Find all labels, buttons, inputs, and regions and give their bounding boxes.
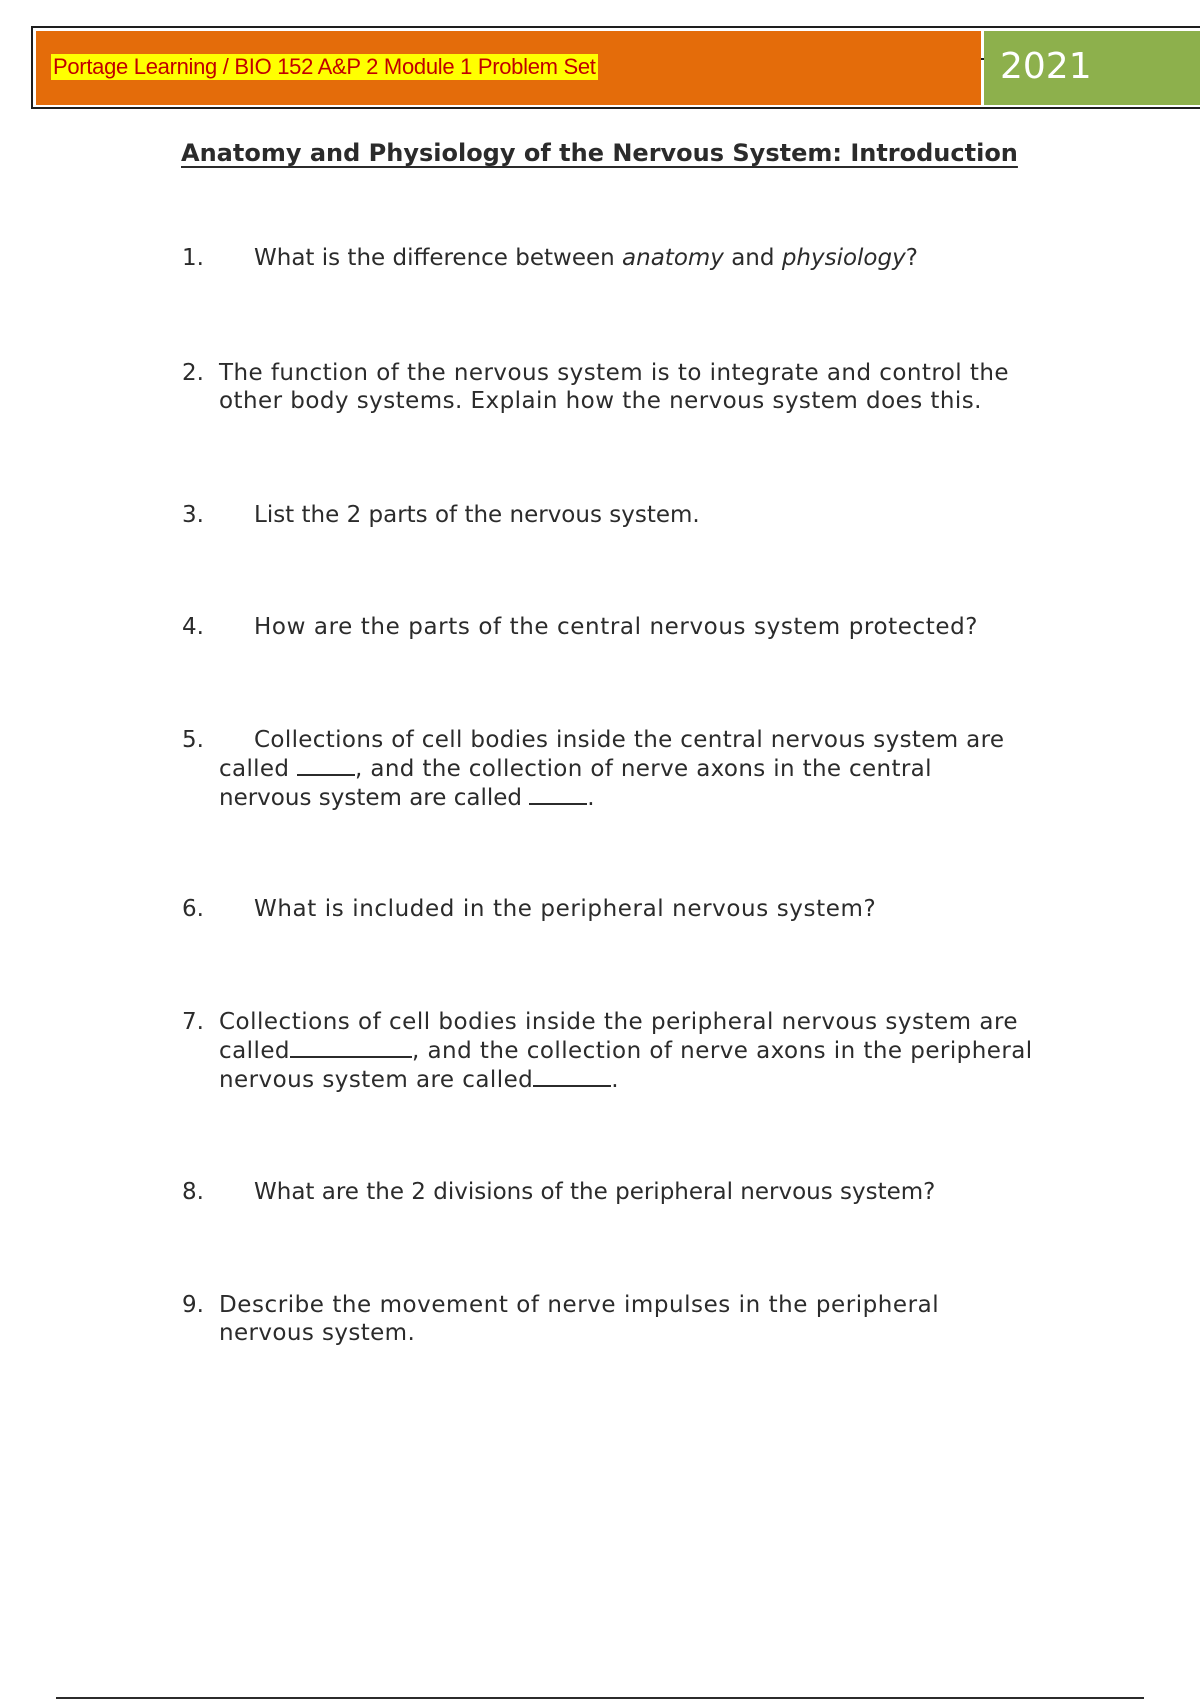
question-number: 3. xyxy=(182,502,204,528)
question-text: List the 2 parts of the nervous system. xyxy=(254,502,700,528)
fill-in-blank[interactable] xyxy=(290,1036,412,1058)
question-number: 2. xyxy=(182,360,204,386)
fill-in-blank[interactable] xyxy=(533,1065,611,1087)
question-text: What is included in the peripheral nervous system? xyxy=(254,896,877,922)
question-text: What is the difference between anatomy and physiology? xyxy=(254,245,918,271)
question-number: 1. xyxy=(182,245,204,271)
question-number: 5. xyxy=(182,727,204,753)
question-text: Describe the movement of nerve impulses in the peripheral nervous system. xyxy=(219,1292,940,1346)
question-number: 6. xyxy=(182,896,204,922)
question-text: The function of the nervous system is to integrate and control the other body systems. Explain how the nervous system does this. xyxy=(219,360,1010,414)
question-number: 7. xyxy=(182,1009,204,1035)
fill-in-blank[interactable] xyxy=(529,783,587,805)
footer-rule xyxy=(56,1697,1144,1699)
question-text: Collections of cell bodies inside the central nervous system are called , and the collection of nerve axons in the central nervous system are called . xyxy=(219,727,1005,811)
question-number: 8. xyxy=(182,1179,204,1205)
page-title: Anatomy and Physiology of the Nervous System: Introduction xyxy=(181,139,1018,167)
question-text: How are the parts of the central nervous system protected? xyxy=(254,614,979,640)
question-text: Collections of cell bodies inside the peripheral nervous system are called , and the collection of nerve axons in the peripheral nervous system are called . xyxy=(219,1009,1033,1093)
year-label: 2021 xyxy=(1000,46,1092,87)
course-title: Portage Learning / BIO 152 A&P 2 Module 1 Problem Set xyxy=(53,54,596,79)
fill-in-blank[interactable] xyxy=(297,754,355,776)
question-number: 4. xyxy=(182,614,204,640)
question-text: What are the 2 divisions of the peripheral nervous system? xyxy=(254,1179,936,1205)
question-number: 9. xyxy=(182,1292,204,1318)
